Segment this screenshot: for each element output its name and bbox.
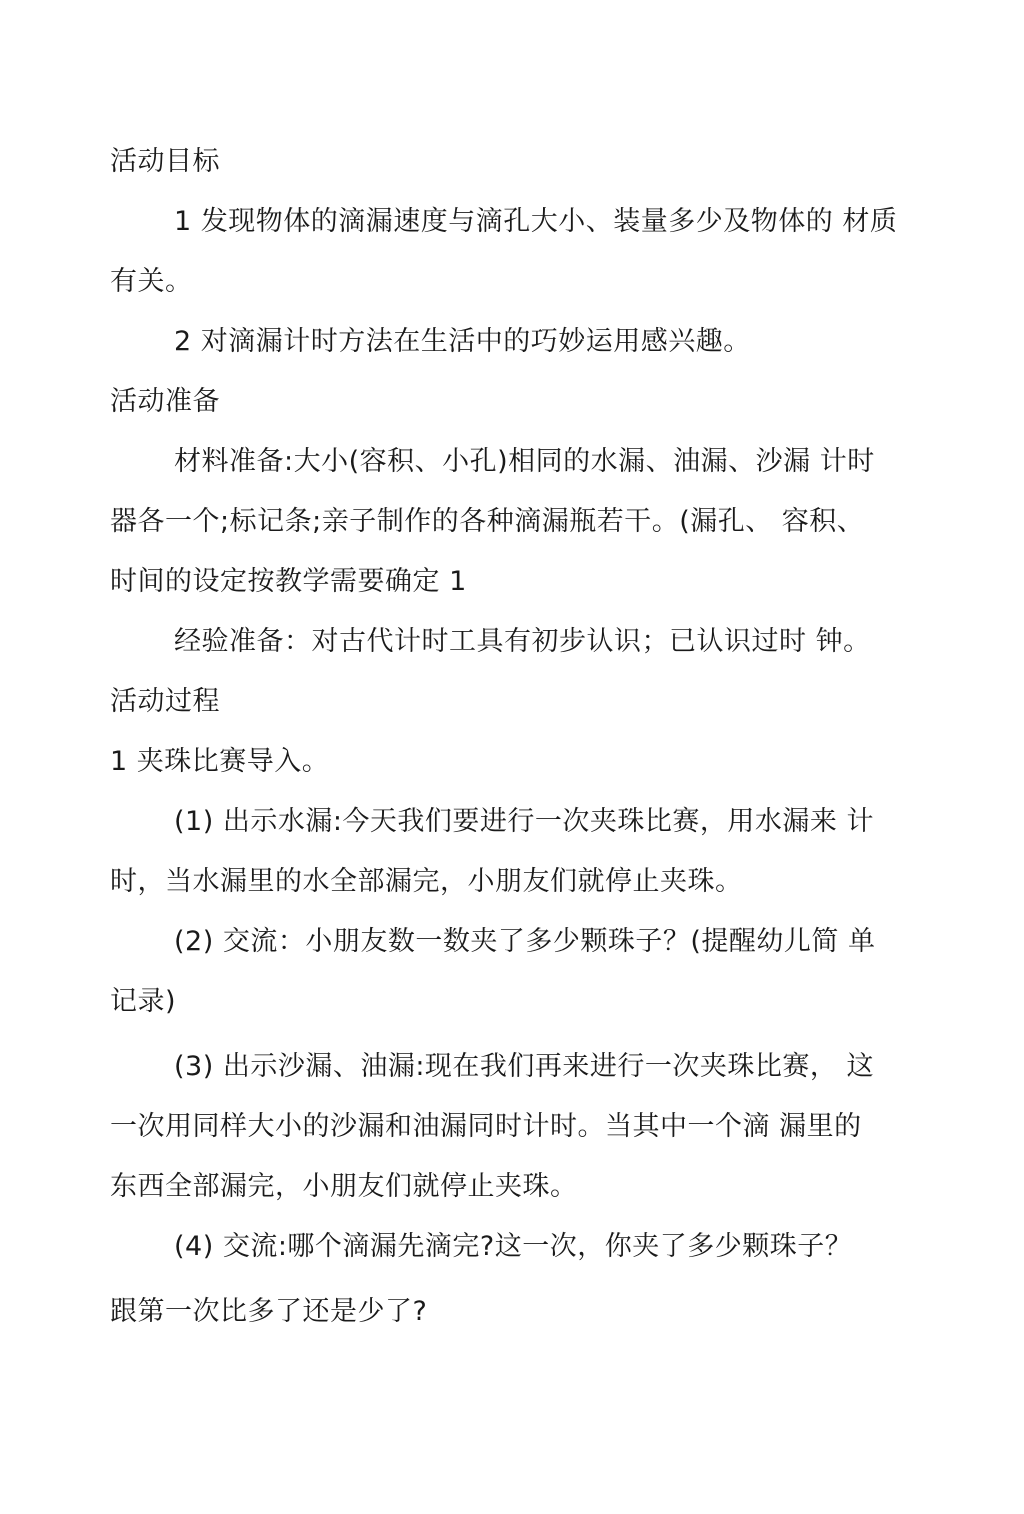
- sub-step-2-line-1: (2) 交流：小朋友数一数夹了多少颗珠子？(提醒幼儿简 单: [174, 926, 876, 957]
- section-heading-prep: 活动准备: [110, 386, 220, 417]
- experience-prep: 经验准备：对古代计时工具有初步认识；已认识过时 钟。: [174, 626, 871, 657]
- sub-step-1-line-2: 时，当水漏里的水全部漏完，小朋友们就停止夹珠。: [110, 866, 743, 897]
- sub-step-2-line-2: 记录): [110, 986, 177, 1017]
- section-heading-goals: 活动目标: [110, 146, 220, 177]
- goal-1-line-2: 有关。: [110, 266, 193, 297]
- sub-step-3-line-3: 东西全部漏完，小朋友们就停止夹珠。: [110, 1171, 578, 1202]
- materials-line-2: 器各一个;标记条;亲子制作的各种滴漏瓶若干。(漏孔、 容积、: [110, 506, 865, 537]
- sub-step-1-line-1: (1) 出示水漏:今天我们要进行一次夹珠比赛，用水漏来 计: [174, 806, 875, 837]
- goal-1-line-1: 1 发现物体的滴漏速度与滴孔大小、装量多少及物体的 材质: [174, 206, 898, 237]
- sub-step-3-line-2: 一次用同样大小的沙漏和油漏同时计时。当其中一个滴 漏里的: [110, 1111, 862, 1142]
- sub-step-4-line-1: (4) 交流:哪个滴漏先滴完?这一次，你夹了多少颗珠子？: [174, 1231, 853, 1262]
- materials-line-3: 时间的设定按教学需要确定 1: [110, 566, 467, 597]
- step-1: 1 夹珠比赛导入。: [110, 746, 330, 777]
- sub-step-4-line-2: 跟第一次比多了还是少了?: [110, 1296, 428, 1327]
- sub-step-3-line-1: (3) 出示沙漏、油漏:现在我们再来进行一次夹珠比赛， 这: [174, 1051, 875, 1082]
- section-heading-process: 活动过程: [110, 686, 220, 717]
- goal-2: 2 对滴漏计时方法在生活中的巧妙运用感兴趣。: [174, 326, 751, 357]
- materials-line-1: 材料准备:大小(容积、小孔)相同的水漏、油漏、沙漏 计时: [174, 446, 875, 477]
